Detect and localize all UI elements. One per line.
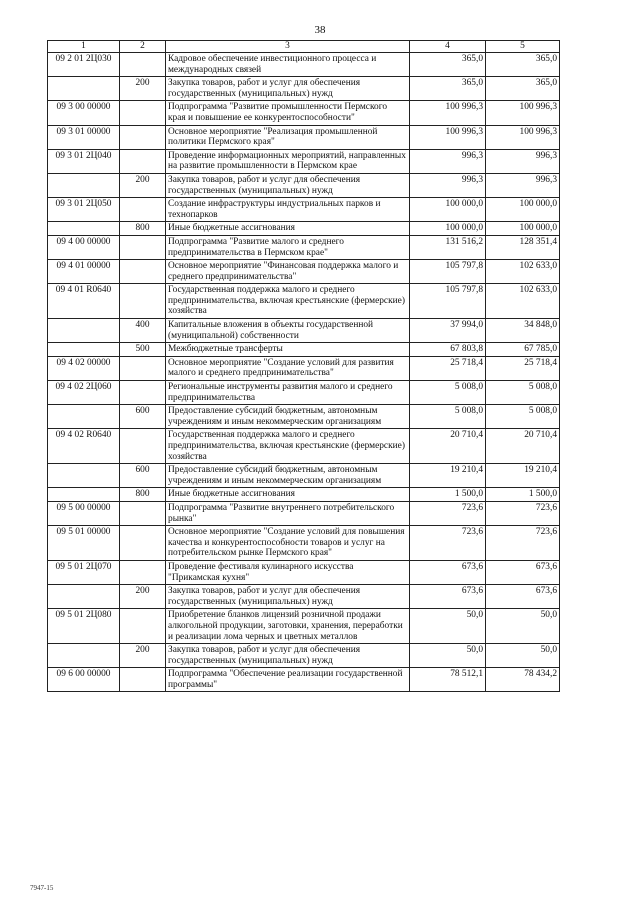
row-code-cell: 09 4 01 R0640 — [48, 284, 120, 319]
table-row — [48, 343, 560, 357]
row-value-2-cell: 19 210,4 — [486, 464, 560, 488]
table-row — [48, 173, 560, 197]
column-header: 3 — [166, 41, 410, 53]
row-type-cell — [120, 260, 166, 284]
row-value-1-cell: 78 512,1 — [410, 668, 486, 692]
row-value-2-cell: 78 434,2 — [486, 668, 560, 692]
row-type-cell — [120, 284, 166, 319]
row-value-1-cell: 996,3 — [410, 173, 486, 197]
row-value-1-cell: 100 000,0 — [410, 198, 486, 222]
row-name-cell: Закупка товаров, работ и услуг для обеспечения государственных (муниципальных) нужд — [166, 644, 410, 668]
row-type-cell — [120, 526, 166, 561]
row-type-cell — [120, 501, 166, 525]
row-type-cell: 400 — [120, 319, 166, 343]
row-value-1-cell: 37 994,0 — [410, 319, 486, 343]
table-row — [48, 501, 560, 525]
row-value-1-cell: 723,6 — [410, 526, 486, 561]
table-row — [48, 235, 560, 259]
row-type-cell: 200 — [120, 585, 166, 609]
row-value-1-cell: 365,0 — [410, 53, 486, 77]
row-code-cell: 09 5 00 00000 — [48, 501, 120, 525]
row-value-2-cell: 5 008,0 — [486, 381, 560, 405]
row-type-cell — [120, 101, 166, 125]
row-name-cell: Основное мероприятие "Реализация промышленной политики Пермского края" — [166, 125, 410, 149]
page-number: 38 — [314, 24, 326, 36]
row-name-cell: Капитальные вложения в объекты государственной (муниципальной) собственности — [166, 319, 410, 343]
row-value-2-cell: 996,3 — [486, 149, 560, 173]
row-value-2-cell: 20 710,4 — [486, 429, 560, 464]
row-type-cell — [120, 125, 166, 149]
row-type-cell: 200 — [120, 644, 166, 668]
row-value-2-cell: 723,6 — [486, 501, 560, 525]
row-value-2-cell: 128 351,4 — [486, 235, 560, 259]
row-code-cell — [48, 405, 120, 429]
row-value-2-cell: 100 000,0 — [486, 198, 560, 222]
row-name-cell: Кадровое обеспечение инвестиционного процесса и международных связей — [166, 53, 410, 77]
row-type-cell: 200 — [120, 173, 166, 197]
row-type-cell — [120, 668, 166, 692]
row-value-1-cell: 1 500,0 — [410, 488, 486, 502]
table-row — [48, 609, 560, 644]
row-value-2-cell: 102 633,0 — [486, 284, 560, 319]
table-row — [48, 644, 560, 668]
row-value-1-cell: 5 008,0 — [410, 381, 486, 405]
row-code-cell: 09 4 02 2Ц060 — [48, 381, 120, 405]
row-value-2-cell: 50,0 — [486, 609, 560, 644]
row-name-cell: Межбюджетные трансферты — [166, 343, 410, 357]
row-code-cell: 09 4 02 00000 — [48, 356, 120, 380]
row-name-cell: Государственная поддержка малого и среднего предпринимательства, включая крестьянские (фермерские) хозяйства — [166, 284, 410, 319]
row-value-2-cell: 365,0 — [486, 77, 560, 101]
row-value-1-cell: 131 516,2 — [410, 235, 486, 259]
row-name-cell: Подпрограмма "Развитие внутреннего потребительского рынка" — [166, 501, 410, 525]
row-value-2-cell: 1 500,0 — [486, 488, 560, 502]
row-code-cell: 09 2 01 2Ц030 — [48, 53, 120, 77]
row-type-cell — [120, 429, 166, 464]
row-type-cell — [120, 381, 166, 405]
row-type-cell — [120, 356, 166, 380]
table-row — [48, 77, 560, 101]
row-value-2-cell: 102 633,0 — [486, 260, 560, 284]
row-value-2-cell: 673,6 — [486, 560, 560, 584]
table-row — [48, 381, 560, 405]
row-code-cell — [48, 319, 120, 343]
row-type-cell: 800 — [120, 488, 166, 502]
row-code-cell: 09 4 02 R0640 — [48, 429, 120, 464]
row-name-cell: Предоставление субсидий бюджетным, автономным учреждениям и иным некоммерческим организациям — [166, 405, 410, 429]
row-value-1-cell: 67 803,8 — [410, 343, 486, 357]
header-row — [48, 41, 560, 53]
column-header: 2 — [120, 41, 166, 53]
row-value-1-cell: 673,6 — [410, 585, 486, 609]
row-code-cell: 09 4 00 00000 — [48, 235, 120, 259]
table-row — [48, 464, 560, 488]
row-value-1-cell: 19 210,4 — [410, 464, 486, 488]
column-header: 5 — [486, 41, 560, 53]
row-name-cell: Региональные инструменты развития малого и среднего предпринимательства — [166, 381, 410, 405]
row-value-1-cell: 100 996,3 — [410, 101, 486, 125]
row-value-1-cell: 50,0 — [410, 644, 486, 668]
row-type-cell — [120, 235, 166, 259]
document-code: 7947-15 — [30, 884, 54, 892]
row-code-cell — [48, 488, 120, 502]
row-code-cell: 09 3 01 2Ц040 — [48, 149, 120, 173]
row-code-cell — [48, 77, 120, 101]
row-value-2-cell: 100 000,0 — [486, 222, 560, 236]
row-value-1-cell: 105 797,8 — [410, 260, 486, 284]
row-type-cell: 600 — [120, 464, 166, 488]
row-value-2-cell: 100 996,3 — [486, 125, 560, 149]
table-row — [48, 149, 560, 173]
row-value-1-cell: 365,0 — [410, 77, 486, 101]
row-type-cell — [120, 609, 166, 644]
row-type-cell: 200 — [120, 77, 166, 101]
row-value-2-cell: 100 996,3 — [486, 101, 560, 125]
row-value-1-cell: 20 710,4 — [410, 429, 486, 464]
table-row — [48, 405, 560, 429]
table-row — [48, 101, 560, 125]
table-row — [48, 488, 560, 502]
table-row — [48, 198, 560, 222]
row-name-cell: Закупка товаров, работ и услуг для обеспечения государственных (муниципальных) нужд — [166, 173, 410, 197]
row-code-cell — [48, 464, 120, 488]
table-row — [48, 125, 560, 149]
row-code-cell: 09 3 01 2Ц050 — [48, 198, 120, 222]
row-value-1-cell: 100 996,3 — [410, 125, 486, 149]
row-name-cell: Закупка товаров, работ и услуг для обеспечения государственных (муниципальных) нужд — [166, 77, 410, 101]
row-value-2-cell: 5 008,0 — [486, 405, 560, 429]
table-row — [48, 560, 560, 584]
row-name-cell: Подпрограмма "Обеспечение реализации государственной программы" — [166, 668, 410, 692]
table-row — [48, 526, 560, 561]
row-code-cell: 09 5 01 00000 — [48, 526, 120, 561]
row-code-cell — [48, 343, 120, 357]
row-value-1-cell: 105 797,8 — [410, 284, 486, 319]
row-code-cell: 09 5 01 2Ц080 — [48, 609, 120, 644]
row-code-cell: 09 5 01 2Ц070 — [48, 560, 120, 584]
row-name-cell: Приобретение бланков лицензий розничной продажи алкогольной продукции, заготовки, хранения, переработки и реализации лома черных и цветных металлов — [166, 609, 410, 644]
row-name-cell: Государственная поддержка малого и среднего предпринимательства, включая крестьянские (фермерские) хозяйства — [166, 429, 410, 464]
row-name-cell: Подпрограмма "Развитие малого и среднего предпринимательства в Пермском крае" — [166, 235, 410, 259]
row-code-cell: 09 3 01 00000 — [48, 125, 120, 149]
row-value-1-cell: 5 008,0 — [410, 405, 486, 429]
row-value-2-cell: 723,6 — [486, 526, 560, 561]
row-type-cell: 600 — [120, 405, 166, 429]
row-value-2-cell: 996,3 — [486, 173, 560, 197]
table-row — [48, 284, 560, 319]
row-type-cell: 500 — [120, 343, 166, 357]
row-value-1-cell: 100 000,0 — [410, 222, 486, 236]
table-body — [48, 53, 560, 692]
row-type-cell — [120, 149, 166, 173]
row-code-cell — [48, 173, 120, 197]
row-type-cell — [120, 198, 166, 222]
row-name-cell: Иные бюджетные ассигнования — [166, 488, 410, 502]
row-name-cell: Основное мероприятие "Финансовая поддержка малого и среднего предпринимательства" — [166, 260, 410, 284]
table-row — [48, 260, 560, 284]
row-code-cell — [48, 585, 120, 609]
row-code-cell — [48, 222, 120, 236]
row-value-2-cell: 67 785,0 — [486, 343, 560, 357]
row-type-cell — [120, 53, 166, 77]
row-name-cell: Основное мероприятие "Создание условий для повышения качества и конкурентоспособности товаров и услуг на потребительском рынке Пермского края" — [166, 526, 410, 561]
row-name-cell: Закупка товаров, работ и услуг для обеспечения государственных (муниципальных) нужд — [166, 585, 410, 609]
row-name-cell: Основное мероприятие "Создание условий для развития малого и среднего предпринимательства" — [166, 356, 410, 380]
table-row — [48, 668, 560, 692]
row-value-1-cell: 25 718,4 — [410, 356, 486, 380]
row-name-cell: Проведение информационных мероприятий, направленных на развитие промышленности в Пермском крае — [166, 149, 410, 173]
row-value-2-cell: 50,0 — [486, 644, 560, 668]
row-value-2-cell: 34 848,0 — [486, 319, 560, 343]
row-type-cell — [120, 560, 166, 584]
table-row — [48, 222, 560, 236]
table-row — [48, 356, 560, 380]
table-row — [48, 585, 560, 609]
table-row — [48, 429, 560, 464]
column-header: 1 — [48, 41, 120, 53]
row-name-cell: Иные бюджетные ассигнования — [166, 222, 410, 236]
row-code-cell — [48, 644, 120, 668]
row-value-2-cell: 673,6 — [486, 585, 560, 609]
table-row — [48, 53, 560, 77]
row-value-1-cell: 996,3 — [410, 149, 486, 173]
table-row — [48, 319, 560, 343]
row-code-cell: 09 4 01 00000 — [48, 260, 120, 284]
row-value-2-cell: 365,0 — [486, 53, 560, 77]
row-type-cell: 800 — [120, 222, 166, 236]
row-name-cell: Создание инфраструктуры индустриальных парков и технопарков — [166, 198, 410, 222]
row-name-cell: Проведение фестиваля кулинарного искусства "Прикамская кухня" — [166, 560, 410, 584]
row-name-cell: Предоставление субсидий бюджетным, автономным учреждениям и иным некоммерческим организациям — [166, 464, 410, 488]
row-value-2-cell: 25 718,4 — [486, 356, 560, 380]
row-value-1-cell: 673,6 — [410, 560, 486, 584]
budget-table — [47, 40, 560, 692]
row-value-1-cell: 723,6 — [410, 501, 486, 525]
row-value-1-cell: 50,0 — [410, 609, 486, 644]
row-name-cell: Подпрограмма "Развитие промышленности Пермского края и повышение ее конкурентоспособности" — [166, 101, 410, 125]
row-code-cell: 09 3 00 00000 — [48, 101, 120, 125]
column-header: 4 — [410, 41, 486, 53]
row-code-cell: 09 6 00 00000 — [48, 668, 120, 692]
